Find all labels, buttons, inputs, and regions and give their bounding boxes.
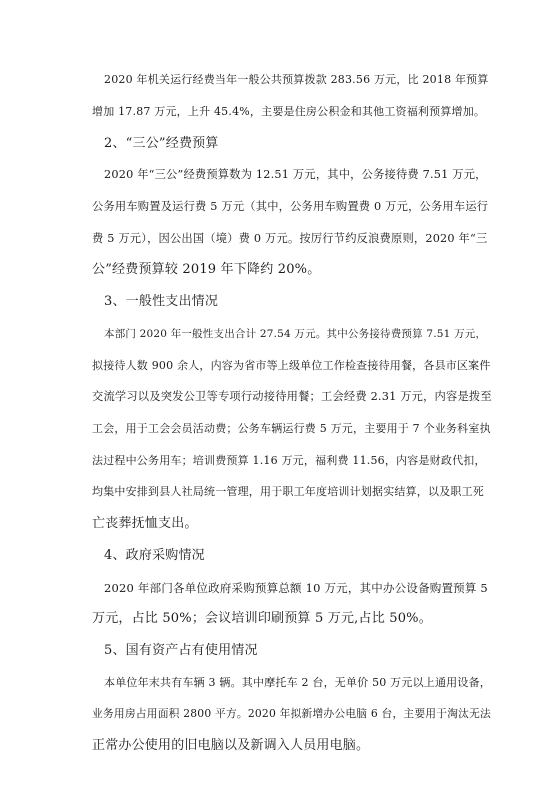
paragraph-1-line-2: 增加 17.87 万元，上升 45.4%，主要是住房公积金和其他工资福利预算增加。 [92,105,486,118]
paragraph-1-line-1: 2020 年机关运行经费当年一般公共预算拨款 283.56 万元，比 2018 年预算 [104,73,489,86]
paragraph-3-line-7: 亡丧葬抚恤支出。 [92,516,198,531]
paragraph-3-line-2: 拟接待人数 900 余人，内容为省市等上级单位工作检查接待用餐，各县市区案件 [92,359,491,372]
paragraph-2-line-3: 费 5 万元），因公出国（境）费 0 万元。按厉行节约反浪费原则，2020 年“三 [92,232,488,245]
paragraph-3-line-3: 交流学习以及突发公卫等专项行动接待用餐；工会经费 2.31 万元，内容是拨至 [92,390,492,403]
paragraph-3-line-4: 工会，用于工会会员活动费；公务车辆运行费 5 万元，主要用于 7 个业务科室执 [92,422,491,435]
paragraph-2-line-1: 2020 年“三公”经费预算数为 12.51 万元，其中，公务接待费 7.51 万元， [104,168,487,181]
paragraph-3-line-6: 均集中安排到县人社局统一管理，用于职工年度培训计划据实结算，以及职工死 [92,485,484,498]
paragraph-3-line-5: 法过程中公务用车；培训费预算 1.16 万元，福利费 11.56，内容是财政代扣， [92,454,486,467]
section-heading-2: 2、“三公”经费预算 [104,136,219,151]
paragraph-2-line-2: 公务用车购置及运行费 5 万元（其中，公务用车购置费 0 万元，公务用车运行 [92,200,489,213]
paragraph-4-line-2: 万元，占比 50%；会议培训印刷预算 5 万元,占比 50%。 [92,611,432,626]
paragraph-4-line-1: 2020 年部门各单位政府采购预算总额 10 万元，其中办公设备购置预算 5 [104,581,488,595]
paragraph-5-line-1: 本单位年末共有车辆 3 辆。其中摩托车 2 台，无单价 50 万元以上通用设备， [104,676,491,689]
section-heading-4: 4、政府采购情况 [104,548,205,563]
section-heading-3: 3、一般性支出情况 [104,294,219,309]
paragraph-2-line-4: 公”经费预算较 2019 年下降约 20%。 [92,262,321,277]
paragraph-3-line-1: 本部门 2020 年一般性支出合计 27.54 万元。其中公务接待费预算 7.51 万元， [104,328,487,340]
paragraph-5-line-2: 业务用房占用面积 2800 平方。2020 年拟新增办公电脑 6 台，主要用于淘汰无法 [92,707,491,720]
paragraph-5-line-3: 正常办公使用的旧电脑以及新调入人员用电脑。 [92,738,370,753]
section-heading-5: 5、国有资产占有使用情况 [104,643,258,658]
